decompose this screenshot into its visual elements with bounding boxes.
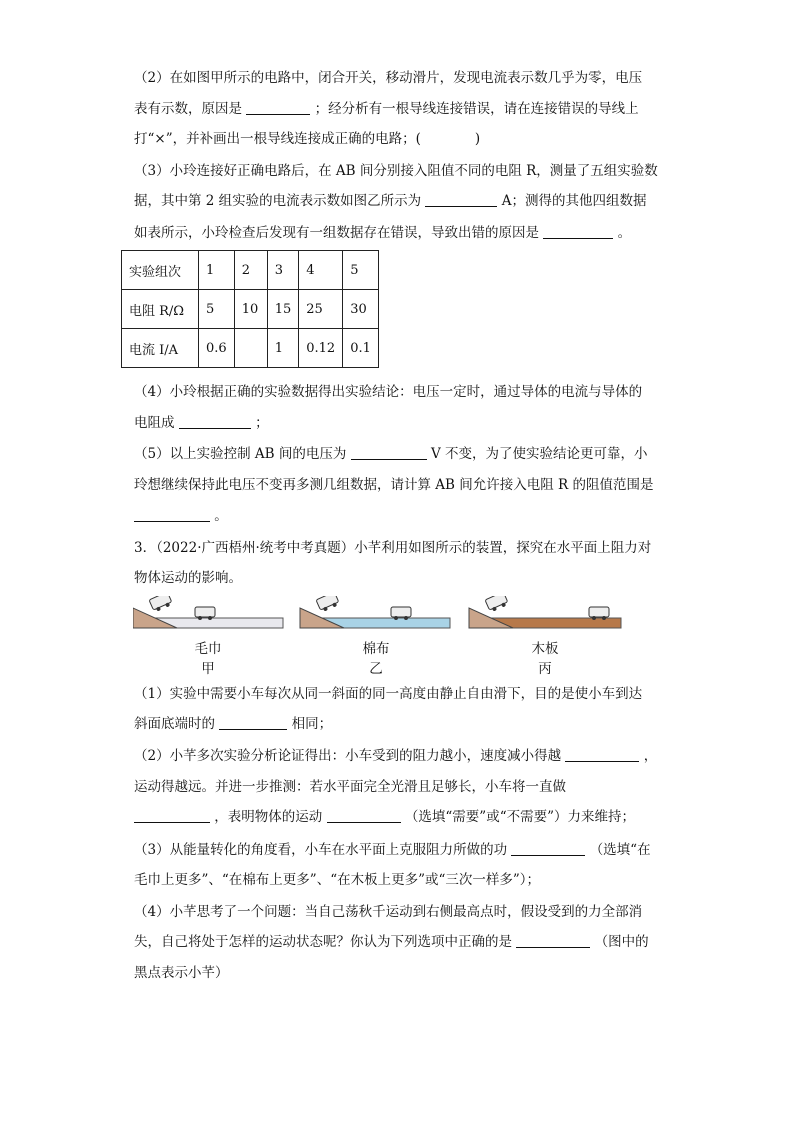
p3q3-line1 xyxy=(134,840,651,860)
answer-blank[interactable] xyxy=(179,414,251,429)
q2-line2a: 表有示数，原因是 xyxy=(134,101,242,117)
answer-blank[interactable] xyxy=(327,808,401,823)
surface-label: 木板 xyxy=(531,641,559,657)
data-table xyxy=(121,250,379,368)
table-cell: 3 xyxy=(267,251,299,290)
q5-line1 xyxy=(134,444,647,464)
cart-icon xyxy=(485,596,509,613)
table-row xyxy=(122,251,379,290)
p3q3-line2: 毛巾上更多”、“在棉布上更多”、“在木板上更多”或“三次一样多”）； xyxy=(134,872,541,888)
experiment-figure xyxy=(133,596,623,638)
p3q1-line2b: 相同； xyxy=(291,716,333,732)
table-cell xyxy=(234,329,267,368)
q2-line2b: ；经分析有一根导线连接错误，请在连接错误的导线上 xyxy=(314,101,639,117)
q2-line2 xyxy=(134,99,639,119)
p3q1-line1: （1）实验中需要小车每次从同一斜面的同一高度由静止自由滑下，目的是使小车到达 xyxy=(134,686,643,702)
answer-blank[interactable] xyxy=(134,507,210,522)
surface-label: 毛巾 xyxy=(194,641,222,657)
surface-label: 棉布 xyxy=(362,641,390,657)
answer-blank[interactable] xyxy=(351,445,427,460)
table-cell: 实验组次 xyxy=(122,251,199,290)
p3q2-line3a: ，表明物体的运动 xyxy=(214,809,323,825)
table-cell: 5 xyxy=(343,251,379,290)
q3-line2 xyxy=(134,191,647,211)
q3-line3b: 。 xyxy=(617,225,632,241)
q3-line3a: 如表所示，小玲检查后发现有一组数据存在错误，导致出错的原因是 xyxy=(134,225,539,241)
answer-blank[interactable] xyxy=(219,715,287,730)
q2-line3: 打“×”，并补画出一根导线连接成正确的电路；( ) xyxy=(134,131,481,147)
table-cell: 25 xyxy=(299,290,343,329)
p3q2-line3 xyxy=(134,807,635,827)
p3q2-line1 xyxy=(134,746,657,766)
q3-line2b: A；测得的其他四组数据 xyxy=(501,193,647,209)
answer-blank[interactable] xyxy=(246,100,310,115)
q3-line3 xyxy=(134,223,631,243)
answer-blank[interactable] xyxy=(425,192,497,207)
table-cell: 0.12 xyxy=(299,329,343,368)
q3-line1: （3）小玲连接好正确电路后，在 AB 间分别接入阻值不同的电阻 R，测量了五组实验数 xyxy=(134,163,658,179)
p3q2-line3b: （选填“需要”或“不需要”）力来维持； xyxy=(404,809,635,825)
q5-line1a: （5）以上实验控制 AB 间的电压为 xyxy=(134,446,347,462)
cart-icon xyxy=(316,596,340,613)
q4-line2 xyxy=(134,413,269,433)
p3q4-line1: （4）小芊思考了一个问题：当自己荡秋千运动到右侧最高点时，假设受到的力全部消 xyxy=(134,904,643,920)
figure-label: 丙 xyxy=(538,661,552,677)
table-cell: 1 xyxy=(199,251,235,290)
p3-line2: 物体运动的影响。 xyxy=(134,570,242,586)
q5-line2: 玲想继续保持此电压不变再多测几组数据，请计算 AB 间允许接入电阻 R 的阻值范围是 xyxy=(134,477,654,493)
p3q1-line2a: 斜面底端时的 xyxy=(134,716,215,732)
setup-cloth xyxy=(300,596,450,628)
table-cell: 30 xyxy=(343,290,379,329)
answer-blank[interactable] xyxy=(516,933,590,948)
table-cell: 4 xyxy=(299,251,343,290)
caption-towel xyxy=(178,637,238,677)
table-cell: 10 xyxy=(234,290,267,329)
answer-blank[interactable] xyxy=(565,747,639,762)
p3q3-line1a: （3）从能量转化的角度看，小车在水平面上克服阻力所做的功 xyxy=(134,842,508,858)
q5-line3 xyxy=(134,506,228,526)
answer-blank[interactable] xyxy=(134,808,210,823)
q4-line1: （4）小玲根据正确的实验数据得出实验结论：电压一定时，通过导体的电流与导体的 xyxy=(134,384,643,400)
answer-blank[interactable] xyxy=(543,224,613,239)
table-cell: 1 xyxy=(267,329,299,368)
p3q3-line1b: （选填“在 xyxy=(589,842,651,858)
setup-board xyxy=(469,596,621,628)
caption-cloth xyxy=(346,637,406,677)
caption-board xyxy=(515,637,575,677)
table-cell: 15 xyxy=(267,290,299,329)
table-cell: 电阻 R/Ω xyxy=(122,290,199,329)
p3q2-line2: 运动得越远。并进一步推测：若水平面完全光滑且足够长，小车将一直做 xyxy=(134,779,566,795)
table-cell: 0.6 xyxy=(199,329,235,368)
table-cell: 0.1 xyxy=(343,329,379,368)
q4-line2a: 电阻成 xyxy=(134,415,175,431)
q4-line2b: ； xyxy=(255,415,269,431)
table-cell: 5 xyxy=(199,290,235,329)
p3q2-line1b: ， xyxy=(643,748,658,764)
p3q4-line3: 黑点表示小芊） xyxy=(134,965,229,981)
figure-label: 甲 xyxy=(201,661,215,677)
setup-towel xyxy=(133,596,283,628)
p3q4-line2b: （图中的 xyxy=(594,934,649,950)
q5-line3b: 。 xyxy=(214,508,228,524)
p3-line1: 3．（2022·广西梧州·统考中考真题）小芊利用如图所示的装置，探究在水平面上阻力对 xyxy=(134,540,652,556)
p3q4-line2a: 失，自己将处于怎样的运动状态呢？你认为下列选项中正确的是 xyxy=(134,934,512,950)
p3q4-line2 xyxy=(134,932,649,952)
table-row xyxy=(122,290,379,329)
answer-blank[interactable] xyxy=(511,841,585,856)
q3-line2a: 据，其中第 2 组实验的电流表示数如图乙所示为 xyxy=(134,193,422,209)
figure-label: 乙 xyxy=(369,661,383,677)
table-cell: 电流 I/A xyxy=(122,329,199,368)
cart-icon xyxy=(149,596,173,613)
q2-line1: （2）在如图甲所示的电路中，闭合开关，移动滑片，发现电流表示数几乎为零，电压 xyxy=(134,70,643,86)
p3q2-line1a: （2）小芊多次实验分析论证得出：小车受到的阻力越小，速度减小得越 xyxy=(134,748,562,764)
table-cell: 2 xyxy=(234,251,267,290)
table-row xyxy=(122,329,379,368)
p3q1-line2 xyxy=(134,714,332,734)
q5-line1b: V 不变，为了使实验结论更可靠，小 xyxy=(430,446,648,462)
